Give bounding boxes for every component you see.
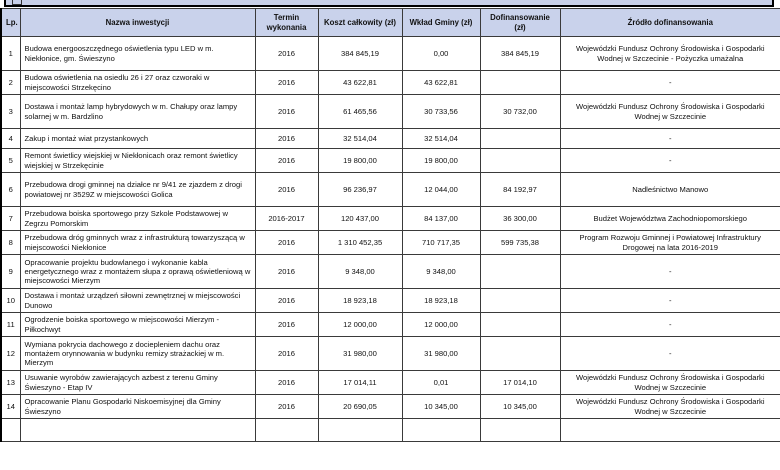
- cell-nazwa: Budowa energooszczędnego oświetlenia typu LED w m. Niekłonice, gm. Świeszyno: [20, 37, 255, 71]
- cell-zrodlo: -: [560, 289, 780, 313]
- cell-dofin: [480, 313, 560, 337]
- cell-zrodlo: -: [560, 337, 780, 371]
- table-row: [1, 149, 780, 173]
- cell-zrodlo: Program Rozwoju Gminnej i Powiatowej Infrastruktury Drogowej na lata 2016-2019: [560, 231, 780, 255]
- cell-termin: 2016-2017: [255, 207, 318, 231]
- table-row: [1, 371, 780, 395]
- cell-nazwa: Ogrodzenie boiska sportowego w miejscowości Mierzym - Piłkochwyt: [20, 313, 255, 337]
- cell-zrodlo: -: [560, 313, 780, 337]
- cell-lp: 11: [1, 313, 20, 337]
- cell-nazwa: Budowa oświetlenia na osiedlu 26 i 27 oraz czworaki w miejscowości Strzekęcino: [20, 71, 255, 95]
- cell-wklad: 19 800,00: [402, 149, 480, 173]
- cell-termin: 2016: [255, 395, 318, 419]
- cell-zrodlo: -: [560, 129, 780, 149]
- cell-wklad: 0,00: [402, 37, 480, 71]
- cell-dofin: [480, 255, 560, 289]
- cell-wklad: 12 000,00: [402, 313, 480, 337]
- cell-koszt: 384 845,19: [318, 37, 402, 71]
- cell-zrodlo: Budżet Województwa Zachodniopomorskiego: [560, 207, 780, 231]
- cell-termin: 2016: [255, 149, 318, 173]
- cell-nazwa: Usuwanie wyrobów zawierających azbest z terenu Gminy Świeszyno - Etap IV: [20, 371, 255, 395]
- cell-wklad: 10 345,00: [402, 395, 480, 419]
- bracket-icon: [12, 0, 22, 5]
- cell-lp: 6: [1, 173, 20, 207]
- cell-koszt: 1 310 452,35: [318, 231, 402, 255]
- header-nazwa: Nazwa inwestycji: [20, 9, 255, 37]
- cell-zrodlo: -: [560, 149, 780, 173]
- cell-zrodlo: Nadleśnictwo Manowo: [560, 173, 780, 207]
- cell-dofin: [480, 129, 560, 149]
- cell-zrodlo: Wojewódzki Fundusz Ochrony Środowiska i Gospodarki Wodnej w Szczecinie: [560, 395, 780, 419]
- cell-termin: 2016: [255, 255, 318, 289]
- cell-dofin: 30 732,00: [480, 95, 560, 129]
- cell-wklad: 30 733,56: [402, 95, 480, 129]
- cell-nazwa: Dostawa i montaż lamp hybrydowych w m. Chałupy oraz lampy solarnej w m. Bardzlino: [20, 95, 255, 129]
- cell-wklad: 0,01: [402, 371, 480, 395]
- cell-nazwa: [20, 419, 255, 442]
- table-row: [1, 207, 780, 231]
- header-lp: Lp.: [1, 9, 20, 37]
- cell-nazwa: Zakup i montaż wiat przystankowych: [20, 129, 255, 149]
- cell-termin: 2016: [255, 71, 318, 95]
- cell-nazwa: Przebudowa drogi gminnej na działce nr 9/41 ze zjazdem z drogi powiatowej nr 3529Z w miejscowości Golica: [20, 173, 255, 207]
- cell-wklad: 710 717,35: [402, 231, 480, 255]
- cell-koszt: 96 236,97: [318, 173, 402, 207]
- cell-dofin: 384 845,19: [480, 37, 560, 71]
- cell-wklad: 31 980,00: [402, 337, 480, 371]
- cell-termin: 2016: [255, 337, 318, 371]
- cell-termin: 2016: [255, 173, 318, 207]
- table-row: [1, 231, 780, 255]
- cell-koszt: 32 514,04: [318, 129, 402, 149]
- cell-dofin: [480, 419, 560, 442]
- header-termin: Termin wykonania: [255, 9, 318, 37]
- investments-table: [0, 8, 780, 442]
- cell-lp: [1, 419, 20, 442]
- cell-koszt: 120 437,00: [318, 207, 402, 231]
- header-koszt: Koszt całkowity (zł): [318, 9, 402, 37]
- table-row: [1, 313, 780, 337]
- cell-nazwa: Wymiana pokrycia dachowego z dociepleniem dachu oraz montażem orynnowania w budynku remizy strażackiej w m. Mierzym: [20, 337, 255, 371]
- cell-nazwa: Opracowanie projektu budowlanego i wykonanie kabla energetycznego wraz z montażem słupa z oprawą oświetleniową w miejscowości Mierzym: [20, 255, 255, 289]
- cell-koszt: 61 465,56: [318, 95, 402, 129]
- cell-nazwa: Przebudowa dróg gminnych wraz z infrastrukturą towarzyszącą w miejscowości Niekłonice: [20, 231, 255, 255]
- title-frame: [4, 0, 774, 7]
- cell-lp: 7: [1, 207, 20, 231]
- cell-wklad: 32 514,04: [402, 129, 480, 149]
- cell-lp: 9: [1, 255, 20, 289]
- cell-dofin: 36 300,00: [480, 207, 560, 231]
- header-zrodlo: Źródło dofinansowania: [560, 9, 780, 37]
- cell-koszt: 19 800,00: [318, 149, 402, 173]
- cell-zrodlo: Wojewódzki Fundusz Ochrony Środowiska i Gospodarki Wodnej w Szczecinie - Pożyczka umażalna: [560, 37, 780, 71]
- table-row: [1, 255, 780, 289]
- cell-termin: 2016: [255, 129, 318, 149]
- cell-wklad: 9 348,00: [402, 255, 480, 289]
- table-row: [1, 129, 780, 149]
- summary-row-cut-off: [1, 419, 780, 442]
- table-row: [1, 289, 780, 313]
- cell-lp: 1: [1, 37, 20, 71]
- cell-termin: 2016: [255, 231, 318, 255]
- cell-lp: 4: [1, 129, 20, 149]
- header-wklad: Wkład Gminy (zł): [402, 9, 480, 37]
- table-row: [1, 95, 780, 129]
- cell-nazwa: Przebudowa boiska sportowego przy Szkole Podstawowej w Zegrzu Pomorskim: [20, 207, 255, 231]
- table-row: [1, 37, 780, 71]
- cell-lp: 2: [1, 71, 20, 95]
- cell-koszt: 43 622,81: [318, 71, 402, 95]
- table-row: [1, 337, 780, 371]
- cell-wklad: 18 923,18: [402, 289, 480, 313]
- cell-nazwa: Remont świetlicy wiejskiej w Niekłonicach oraz remont świetlicy wiejskiej w Strzekęcinie: [20, 149, 255, 173]
- cell-zrodlo: -: [560, 255, 780, 289]
- cell-lp: 13: [1, 371, 20, 395]
- cell-dofin: 17 014,10: [480, 371, 560, 395]
- table-header-row: [1, 9, 780, 37]
- cell-lp: 8: [1, 231, 20, 255]
- cell-koszt: 17 014,11: [318, 371, 402, 395]
- cell-koszt: 31 980,00: [318, 337, 402, 371]
- cell-koszt: 18 923,18: [318, 289, 402, 313]
- cell-zrodlo: Wojewódzki Fundusz Ochrony Środowiska i Gospodarki Wodnej w Szczecinie: [560, 371, 780, 395]
- cell-koszt: 9 348,00: [318, 255, 402, 289]
- cell-wklad: 43 622,81: [402, 71, 480, 95]
- cell-koszt: [318, 419, 402, 442]
- cell-termin: [255, 419, 318, 442]
- cell-lp: 10: [1, 289, 20, 313]
- cell-lp: 12: [1, 337, 20, 371]
- cell-termin: 2016: [255, 37, 318, 71]
- table-row: [1, 395, 780, 419]
- cell-zrodlo: -: [560, 71, 780, 95]
- cell-termin: 2016: [255, 313, 318, 337]
- cell-zrodlo: [560, 419, 780, 442]
- cell-zrodlo: Wojewódzki Fundusz Ochrony Środowiska i Gospodarki Wodnej w Szczecinie: [560, 95, 780, 129]
- cell-dofin: [480, 71, 560, 95]
- table-row: [1, 173, 780, 207]
- cell-lp: 5: [1, 149, 20, 173]
- cell-wklad: 12 044,00: [402, 173, 480, 207]
- cell-dofin: 10 345,00: [480, 395, 560, 419]
- cell-nazwa: Dostawa i montaż urządzeń siłowni zewnętrznej w miejscowości Dunowo: [20, 289, 255, 313]
- cell-dofin: [480, 149, 560, 173]
- cell-koszt: 12 000,00: [318, 313, 402, 337]
- cell-nazwa: Opracowanie Planu Gospodarki Niskoemisyjnej dla Gminy Świeszyno: [20, 395, 255, 419]
- cell-lp: 3: [1, 95, 20, 129]
- cell-lp: 14: [1, 395, 20, 419]
- header-dofin: Dofinansowanie (zł): [480, 9, 560, 37]
- cell-termin: 2016: [255, 289, 318, 313]
- cell-wklad: 84 137,00: [402, 207, 480, 231]
- cell-dofin: [480, 337, 560, 371]
- cell-dofin: 599 735,38: [480, 231, 560, 255]
- cell-koszt: 20 690,05: [318, 395, 402, 419]
- cell-termin: 2016: [255, 371, 318, 395]
- cell-dofin: [480, 289, 560, 313]
- cell-termin: 2016: [255, 95, 318, 129]
- cell-dofin: 84 192,97: [480, 173, 560, 207]
- table-row: [1, 71, 780, 95]
- cell-wklad: [402, 419, 480, 442]
